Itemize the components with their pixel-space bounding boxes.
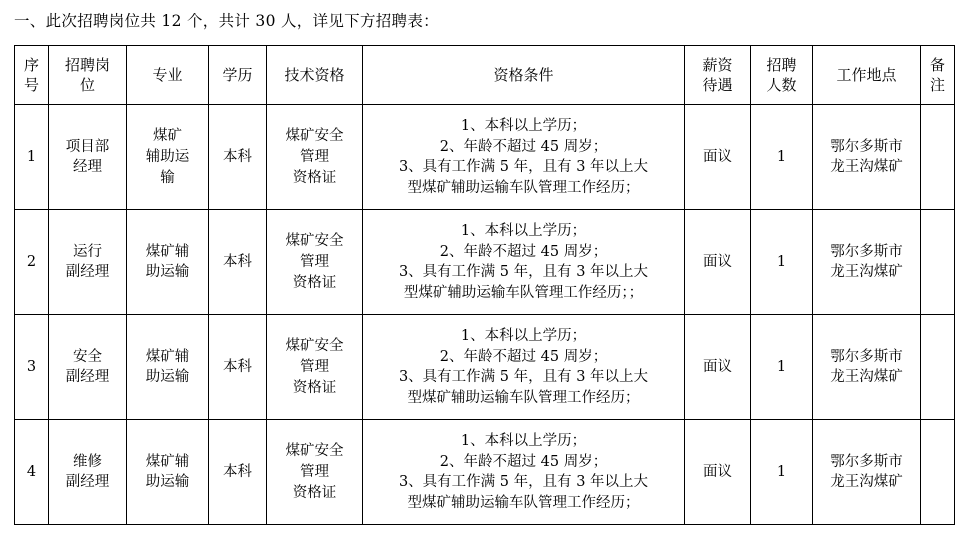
cell-education: 本科 [209,420,267,525]
cell-post: 维修 副经理 [49,420,127,525]
cell-count: 1 [751,315,813,420]
table-row [15,315,955,420]
intro-paragraph: 一、此次招聘岗位共 12 个，共计 30 人，详见下方招聘表： [14,12,439,30]
cell-pay: 面议 [685,315,751,420]
cell-major: 煤矿辅 助运输 [127,420,209,525]
header-pay-text: 薪资 待遇 [702,56,733,95]
header-conditions: 资格条件 [363,46,685,105]
cell-education: 本科 [209,105,267,210]
cell-tech: 煤矿安全 管理 资格证 [267,315,363,420]
header-note-text: 备 注 [929,56,945,95]
header-post-text: 招聘岗 位 [64,56,110,95]
header-education: 学历 [209,46,267,105]
cell-seq: 3 [15,315,49,420]
cell-seq: 2 [15,210,49,315]
cell-note [921,315,955,420]
cell-major: 煤矿 辅助运 输 [127,105,209,210]
cell-conditions: 1、本科以上学历； 2、年龄不超过 45 周岁； 3、具有工作满 5 年，且有 3 年以上大 型煤矿辅助运输车队管理工作经历； [363,420,685,525]
cell-major: 煤矿辅 助运输 [127,315,209,420]
table-body [15,105,955,525]
cell-seq: 4 [15,420,49,525]
cell-note [921,105,955,210]
header-major: 专业 [127,46,209,105]
cell-place: 鄂尔多斯市 龙王沟煤矿 [813,420,921,525]
cell-count: 1 [751,105,813,210]
cell-seq: 1 [15,105,49,210]
cell-place: 鄂尔多斯市 龙王沟煤矿 [813,315,921,420]
header-place: 工作地点 [813,46,921,105]
header-count-text: 招聘 人数 [766,56,797,95]
table-row [15,420,955,525]
cell-tech: 煤矿安全 管理 资格证 [267,420,363,525]
cell-note [921,210,955,315]
table-header-row [15,46,955,105]
cell-post: 安全 副经理 [49,315,127,420]
table-row [15,210,955,315]
cell-pay: 面议 [685,420,751,525]
cell-post: 运行 副经理 [49,210,127,315]
cell-tech: 煤矿安全 管理 资格证 [267,105,363,210]
cell-pay: 面议 [685,105,751,210]
recruitment-table [14,45,955,525]
cell-conditions: 1、本科以上学历； 2、年龄不超过 45 周岁； 3、具有工作满 5 年，且有 3 年以上大 型煤矿辅助运输车队管理工作经历； [363,315,685,420]
cell-pay: 面议 [685,210,751,315]
cell-place: 鄂尔多斯市 龙王沟煤矿 [813,210,921,315]
cell-conditions: 1、本科以上学历； 2、年龄不超过 45 周岁； 3、具有工作满 5 年，且有 3 年以上大 型煤矿辅助运输车队管理工作经历； [363,105,685,210]
cell-education: 本科 [209,315,267,420]
cell-conditions: 1、本科以上学历； 2、年龄不超过 45 周岁； 3、具有工作满 5 年，且有 3 年以上大 型煤矿辅助运输车队管理工作经历；； [363,210,685,315]
cell-major: 煤矿辅 助运输 [127,210,209,315]
cell-education: 本科 [209,210,267,315]
cell-note [921,420,955,525]
header-seq [15,46,49,105]
header-tech: 技术资格 [267,46,363,105]
cell-place: 鄂尔多斯市 龙王沟煤矿 [813,105,921,210]
header-seq-stack: 序 号 [23,56,39,95]
cell-count: 1 [751,420,813,525]
cell-tech: 煤矿安全 管理 资格证 [267,210,363,315]
header-count [751,46,813,105]
cell-count: 1 [751,210,813,315]
header-pay [685,46,751,105]
header-note [921,46,955,105]
table-row [15,105,955,210]
cell-post: 项目部 经理 [49,105,127,210]
header-post [49,46,127,105]
